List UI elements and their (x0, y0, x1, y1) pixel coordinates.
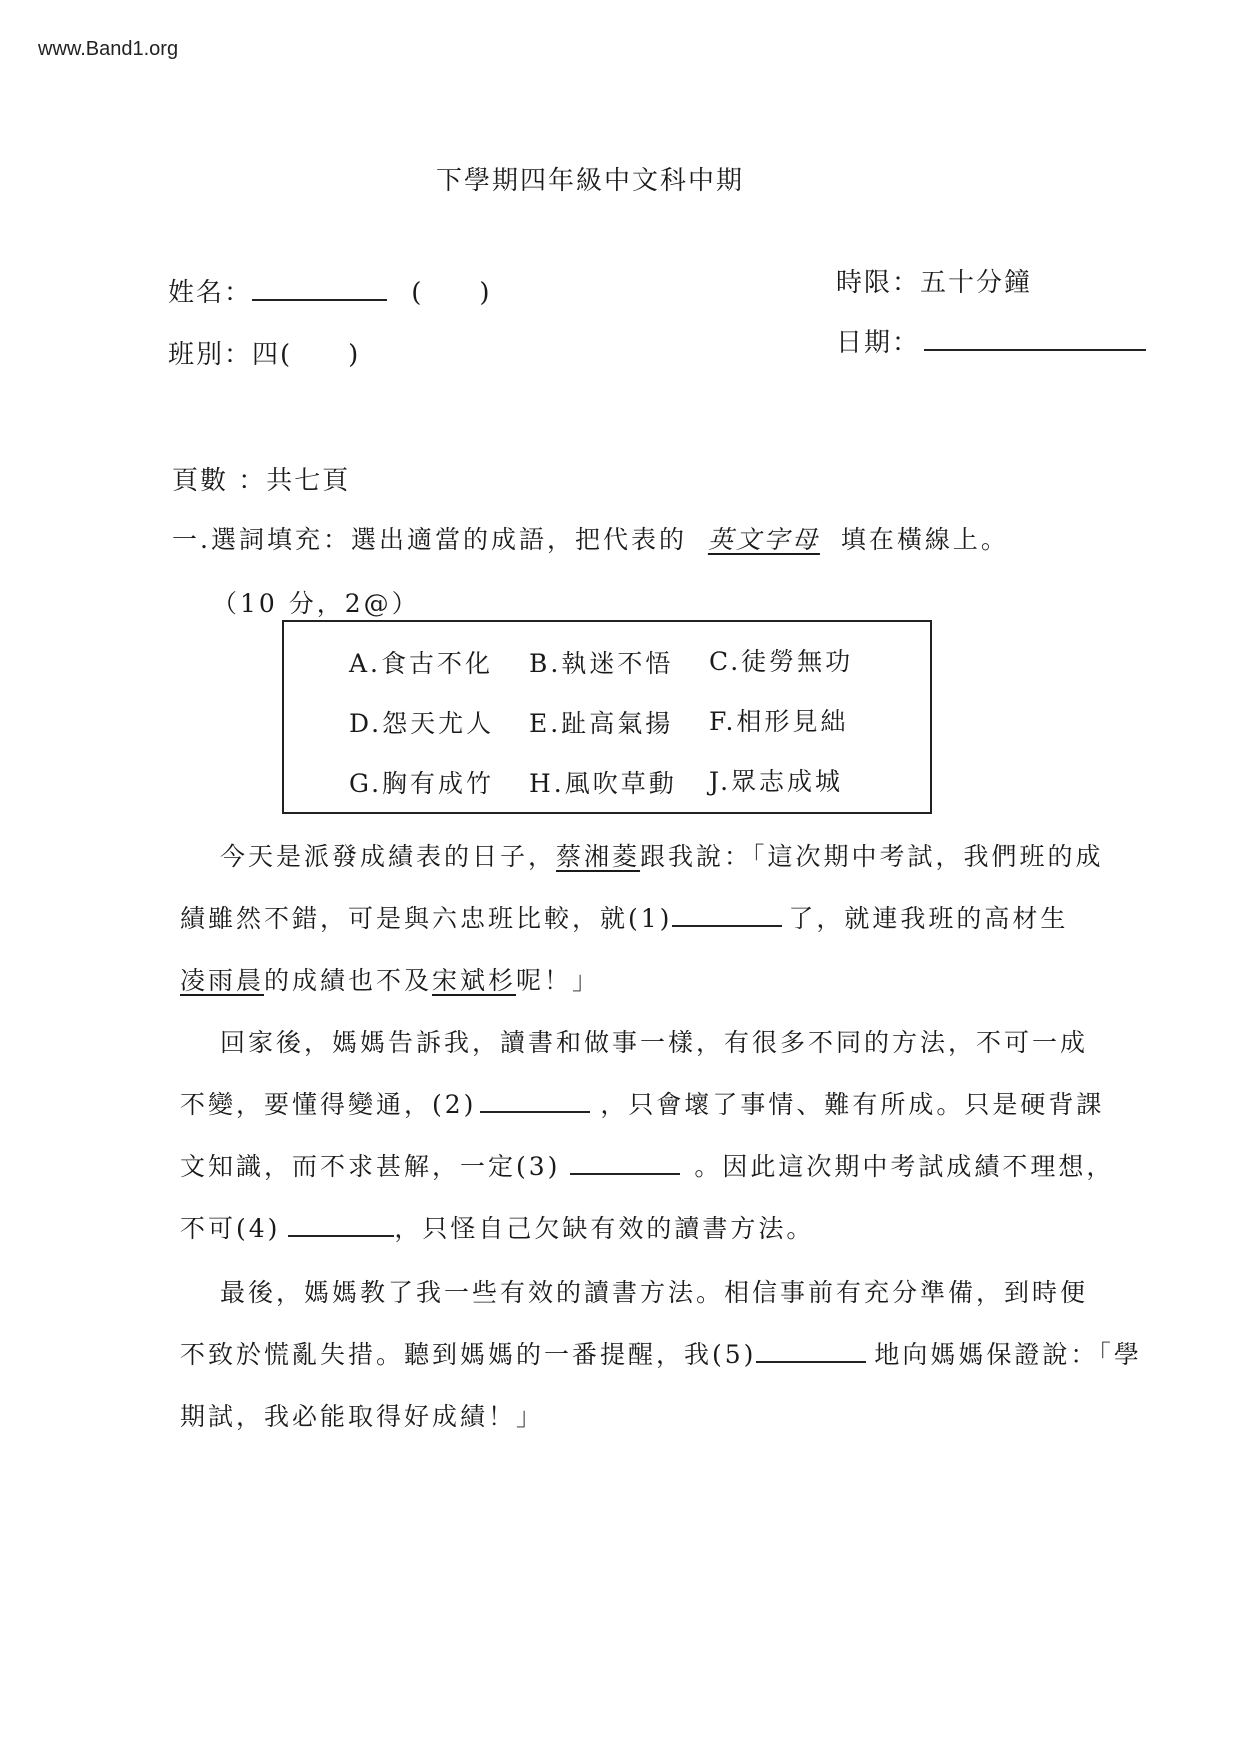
text: 不可(4) (180, 1214, 281, 1243)
idiom-option: D.怨天尤人 (349, 709, 495, 738)
person-name: 宋斌杉 (432, 966, 517, 995)
text: 跟我說：「這次期中考試，我們班的成 (640, 842, 1104, 871)
section-1-marks: （10 分，2@） (212, 589, 420, 618)
person-name: 凌雨晨 (180, 966, 265, 995)
passage-line: 回家後，媽媽告訴我，讀書和做事一樣，有很多不同的方法，不可一成 (220, 1028, 1089, 1057)
class-field: 班別：四( ) (168, 340, 361, 370)
instruction-emphasis: 英文字母 (707, 525, 820, 554)
text: 績雖然不錯，可是與六忠班比較，就(1) (180, 904, 673, 933)
passage-line (180, 1074, 1110, 1136)
idiom-option: B.執迷不悟 (529, 649, 674, 678)
watermark: www.Band1.org (38, 38, 179, 60)
text: ，只會壞了事情、難有所成。只是硬背課 (600, 1090, 1105, 1119)
instruction-text-end: 填在橫線上。 (840, 525, 1009, 554)
idiom-option: J.眾志成城 (709, 767, 844, 796)
passage-paragraph-2 (180, 1012, 1115, 1260)
idiom-options-box (282, 620, 932, 814)
passage-line (180, 826, 1110, 888)
idiom-option: H.風吹草動 (529, 769, 677, 798)
answer-blank-5[interactable] (756, 1360, 866, 1363)
name-field (168, 272, 492, 309)
text: 地向媽媽保證說：「學 (874, 1340, 1142, 1369)
text: ，只怪自己欠缺有效的讀書方法。 (394, 1214, 815, 1243)
text: 的成績也不及 (264, 966, 433, 995)
name-blank[interactable] (252, 298, 387, 301)
passage-line: 最後，媽媽教了我一些有效的讀書方法。相信事前有充分準備，到時便 (220, 1278, 1089, 1307)
passage-line (180, 1324, 1142, 1386)
answer-blank-3[interactable] (570, 1172, 680, 1175)
person-name: 蔡湘菱 (556, 842, 641, 871)
class-number-paren: ( ) (411, 278, 492, 308)
passage-paragraph-1 (180, 826, 1110, 1012)
text: 。因此這次期中考試成績不理想， (694, 1152, 1115, 1181)
answer-blank-2[interactable] (480, 1110, 590, 1113)
date-field (836, 322, 1146, 359)
text: 今天是派發成績表的日子， (220, 842, 557, 871)
passage-line: 期試，我必能取得好成績！」 (180, 1402, 545, 1431)
idiom-option: A.食古不化 (349, 649, 494, 678)
text: 呢！」 (516, 966, 601, 995)
instruction-text: 一.選詞填充：選出適當的成語，把代表的 (172, 525, 687, 554)
idiom-option: E.趾高氣揚 (529, 709, 674, 738)
passage-line (180, 888, 1110, 950)
date-label: 日期： (836, 328, 921, 358)
text: 了，就連我班的高材生 (788, 904, 1069, 933)
page-count: 頁數 ：共七頁 (172, 466, 351, 496)
section-1-instruction (172, 520, 1009, 556)
passage-paragraph-3 (180, 1262, 1142, 1448)
passage-line (180, 1136, 1115, 1198)
idiom-option: F.相形見絀 (709, 707, 849, 736)
idiom-option: G.胸有成竹 (349, 769, 495, 798)
text: 文知識，而不求甚解，一定(3) (180, 1152, 561, 1181)
date-blank[interactable] (924, 348, 1146, 351)
passage-line (180, 950, 1110, 1012)
time-limit: 時限：五十分鐘 (836, 268, 1033, 298)
text: 不致於慌亂失措。聽到媽媽的一番提醒，我(5) (180, 1340, 757, 1369)
text: 不變，要懂得變通，(2) (180, 1090, 477, 1119)
passage-line (180, 1198, 1110, 1260)
page-title: 下學期四年級中文科中期 (435, 166, 744, 196)
name-label: 姓名： (168, 278, 253, 308)
answer-blank-4[interactable] (288, 1234, 394, 1237)
answer-blank-1[interactable] (672, 924, 782, 927)
idiom-option: C.徒勞無功 (709, 647, 854, 676)
